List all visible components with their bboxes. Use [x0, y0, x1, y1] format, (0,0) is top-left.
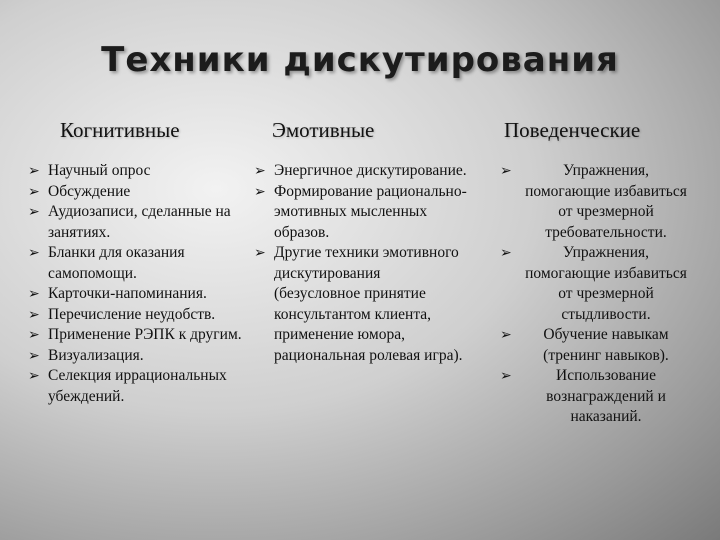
technique-list [500, 161, 690, 428]
arrowhead-bullet-icon: ➢ [28, 306, 40, 323]
column-header: Эмотивные [272, 118, 375, 142]
list-item: ➢ Обсуждение [28, 182, 243, 203]
column-header: Когнитивные [60, 118, 180, 142]
list-item: ➢ Другие техники эмотивного дискутирования (безусловное принятие консультантом клиента, применение юмора, рациональная ролевая игра). [254, 244, 463, 364]
list-item: ➢ Обучение навыкам (тренинг навыков). [500, 326, 669, 364]
list-item: ➢ Формирование рационально-эмотивных мысленных образов. [254, 182, 467, 241]
list-item: ➢ Перечисление неудобств. [28, 305, 243, 326]
arrowhead-bullet-icon: ➢ [500, 245, 512, 261]
behavioral-column [500, 118, 690, 428]
list-item: ➢ Бланки для оказания самопомощи. [28, 244, 185, 282]
list-item: ➢ Применение РЭПК к другим. [28, 325, 243, 346]
list-item: ➢ Аудиозаписи, сделанные на занятиях. [28, 203, 231, 241]
emotive-column [254, 118, 469, 366]
arrowhead-bullet-icon: ➢ [28, 245, 40, 261]
list-item: ➢ Упражнения, помогающие избавиться от чрезмерной стыдливости. [500, 244, 687, 323]
list-item: ➢ Карточки-напоминания. [28, 284, 243, 305]
arrowhead-bullet-icon: ➢ [500, 327, 512, 343]
arrowhead-bullet-icon: ➢ [28, 286, 40, 302]
cognitive-column [28, 118, 243, 407]
list-item: ➢ Селекция иррациональных убеждений. [28, 367, 227, 405]
arrowhead-bullet-icon: ➢ [28, 347, 40, 364]
arrowhead-bullet-icon: ➢ [28, 163, 40, 179]
list-item: ➢ Визуализация. [28, 346, 243, 367]
list-item: ➢ Упражнения, помогающие избавиться от чрезмерной требовательности. [500, 162, 687, 241]
list-item: ➢ Энергичное дискутирование. [254, 161, 469, 182]
arrowhead-bullet-icon: ➢ [254, 183, 266, 200]
arrowhead-bullet-icon: ➢ [254, 245, 266, 261]
arrowhead-bullet-icon: ➢ [500, 163, 512, 179]
column-header: Поведенческие [504, 118, 641, 142]
arrowhead-bullet-icon: ➢ [28, 327, 40, 343]
arrowhead-bullet-icon: ➢ [28, 204, 40, 220]
technique-list [28, 161, 243, 407]
arrowhead-bullet-icon: ➢ [500, 368, 512, 384]
arrowhead-bullet-icon: ➢ [28, 368, 40, 384]
list-item: ➢ Использование вознаграждений и наказаний. [500, 367, 666, 425]
arrowhead-bullet-icon: ➢ [254, 163, 266, 179]
technique-list [254, 161, 469, 366]
slide-title: Техники дискутирования [101, 40, 619, 80]
list-item: ➢ Научный опрос [28, 161, 243, 182]
arrowhead-bullet-icon: ➢ [28, 183, 40, 200]
